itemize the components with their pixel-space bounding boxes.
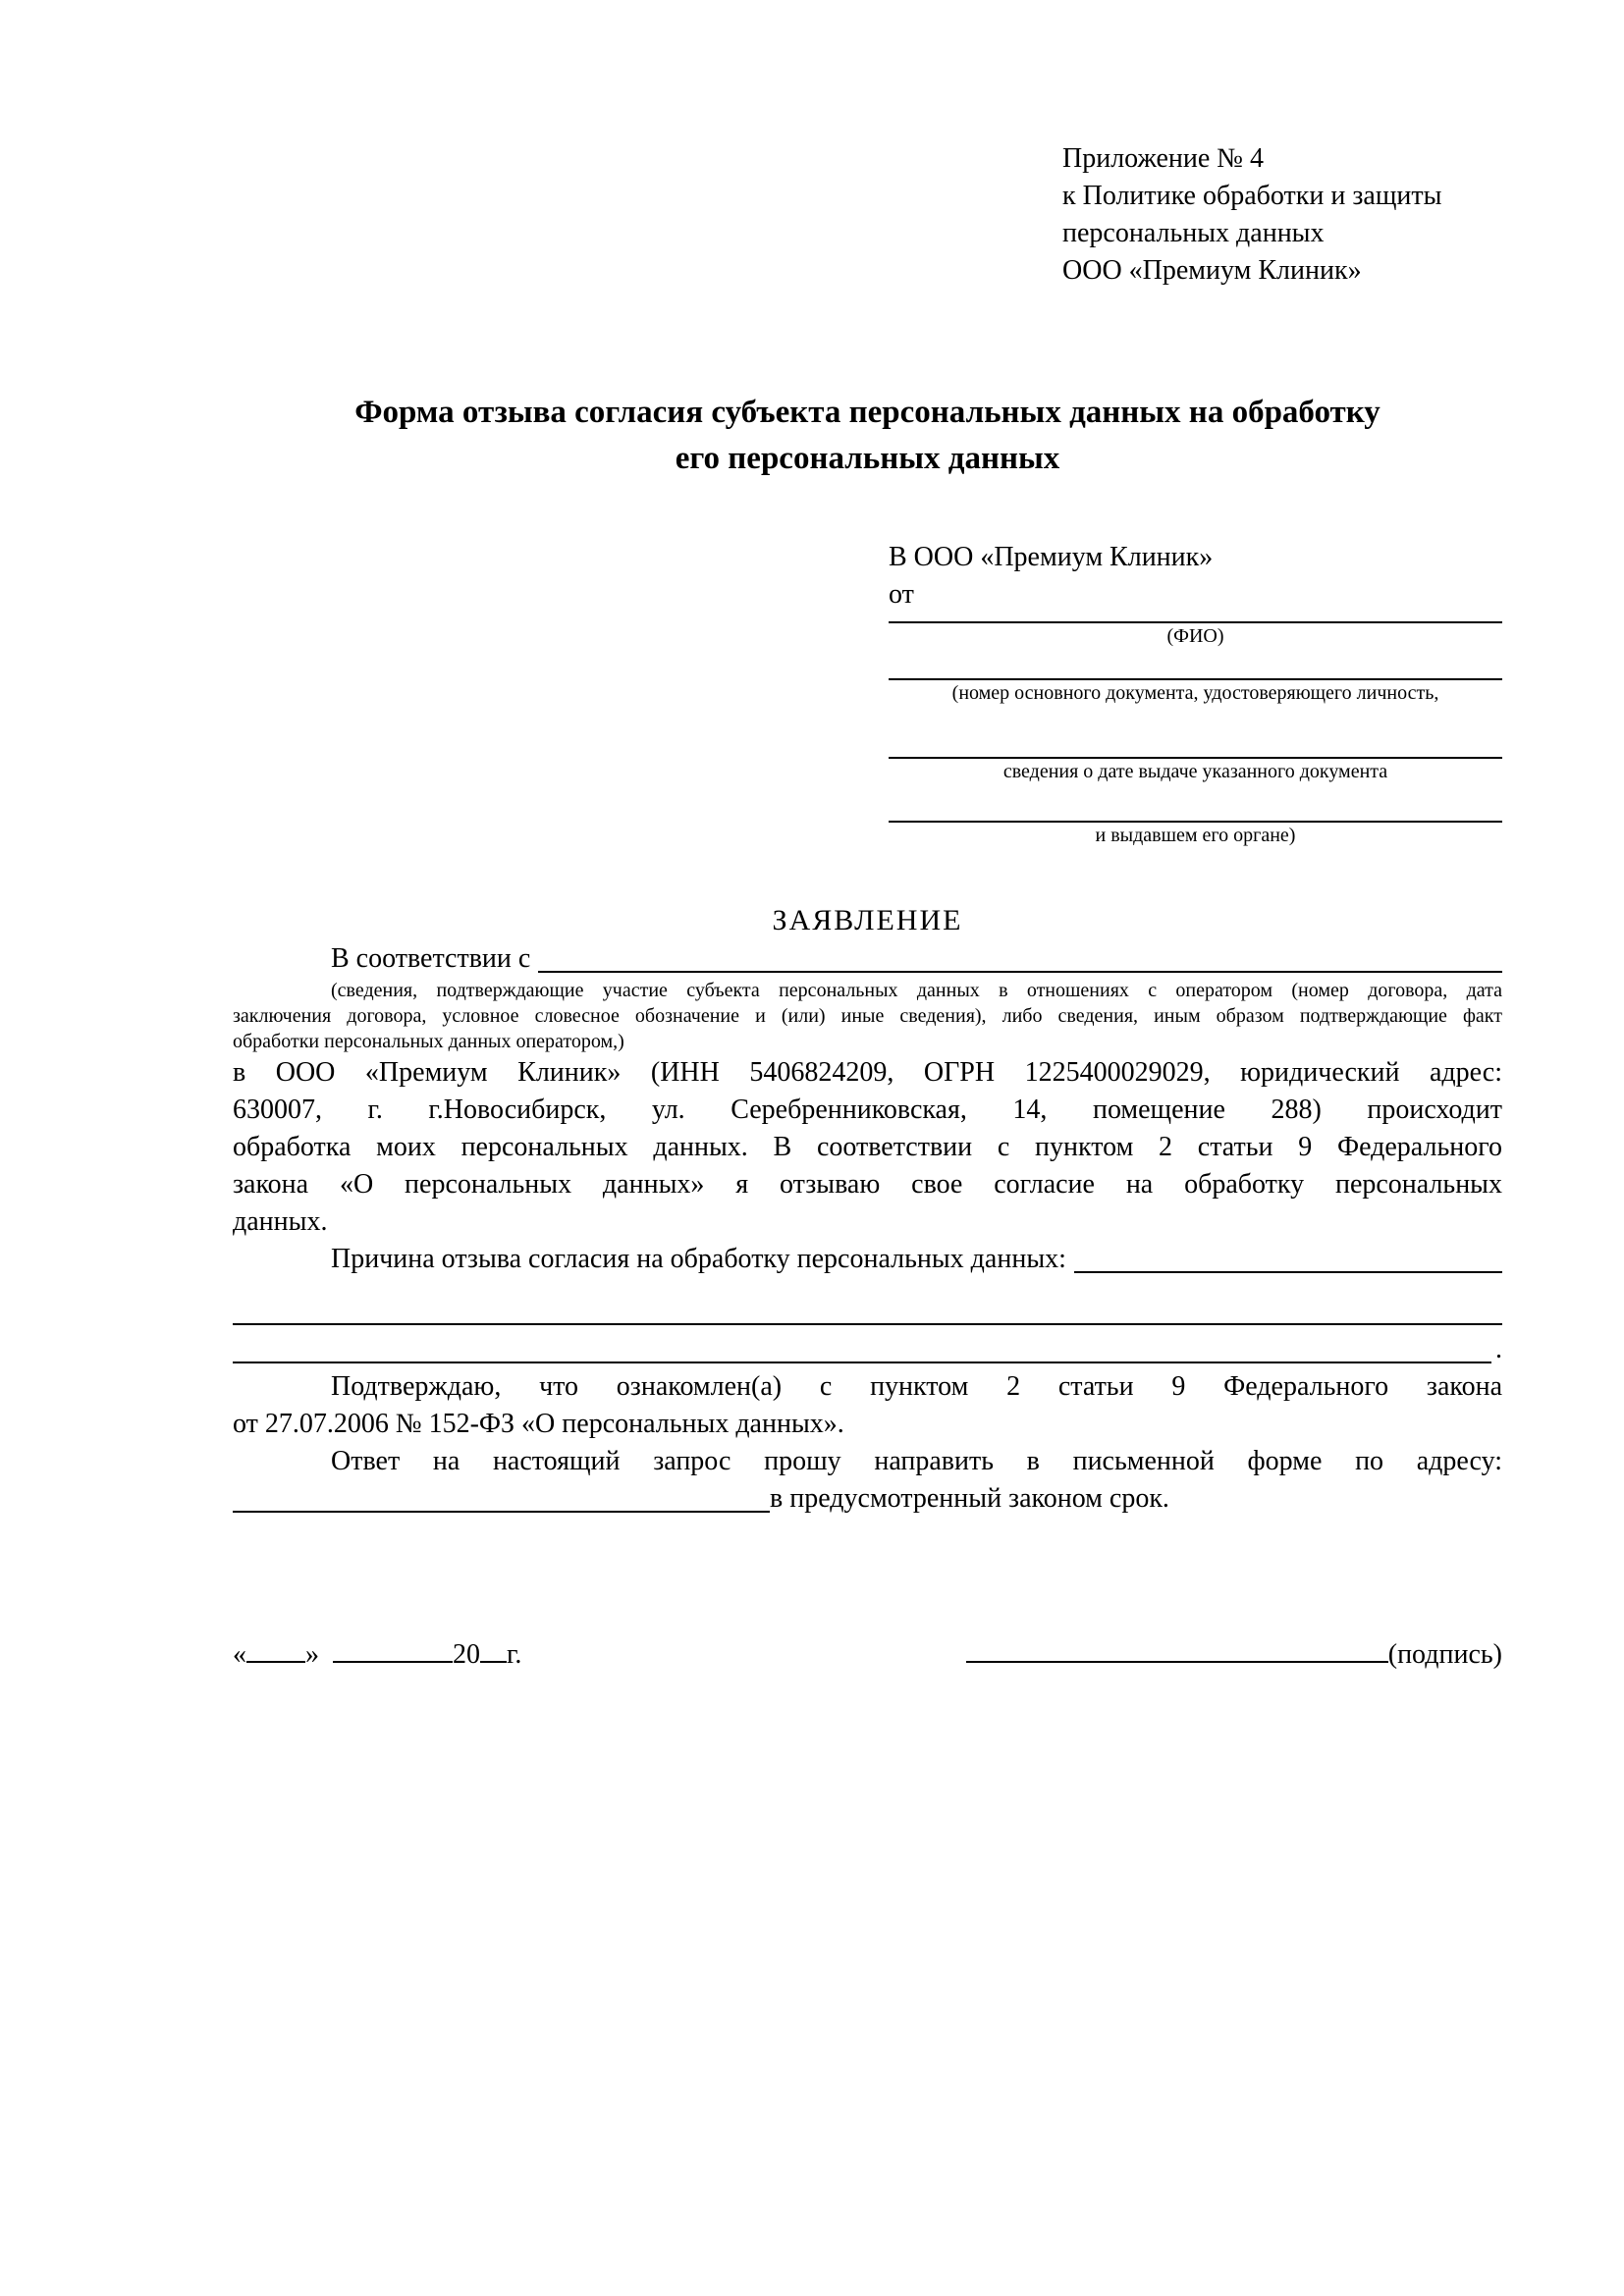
date-year-line[interactable] bbox=[480, 1633, 507, 1663]
date-open-quote: « bbox=[233, 1639, 246, 1670]
note-line-1: (сведения, подтверждающие участие субъекта персональных данных в отношениях с оператором (номер договора, дата bbox=[331, 980, 1502, 1001]
confirm-line-1: Подтверждаю, что ознакомлен(а) с пунктом 2 статьи 9 Федерального закона bbox=[331, 1371, 1502, 1402]
addressee-from: от bbox=[889, 579, 914, 610]
signature-field bbox=[966, 1633, 1502, 1674]
reason-blank-line-2[interactable] bbox=[233, 1362, 1491, 1363]
body-line-4: закона «О персональных данных» я отзываю свое согласие на обработку персональных bbox=[233, 1169, 1502, 1200]
date-day-line[interactable] bbox=[246, 1633, 305, 1663]
header-line-4: ООО «Премиум Клиник» bbox=[1062, 255, 1362, 286]
reason-blank-line-1[interactable] bbox=[233, 1278, 1502, 1325]
body-line-5: данных. bbox=[233, 1206, 328, 1237]
address-field-line[interactable] bbox=[233, 1480, 770, 1513]
note-line-2: заключения договора, условное словесное обозначение и (или) иные сведения), либо сведения, иным образом подтверждающие факт bbox=[233, 1005, 1502, 1027]
addressee-to: В ООО «Премиум Клиник» bbox=[889, 542, 1214, 572]
date-year-suffix: г. bbox=[507, 1639, 522, 1670]
reply-line-1: Ответ на настоящий запрос прошу направить в письменной форме по адресу: bbox=[331, 1446, 1502, 1476]
fio-field-line[interactable] bbox=[889, 614, 1502, 623]
footer-row bbox=[233, 1633, 1502, 1674]
header-line-1: Приложение № 4 bbox=[1062, 143, 1264, 174]
reason-blank-row-2 bbox=[233, 1325, 1502, 1368]
header-note bbox=[1062, 140, 1502, 290]
period-text: . bbox=[1495, 1334, 1502, 1364]
body-line-2: 630007, г. г.Новосибирск, ул. Серебренниковская, 14, помещение 288) происходит bbox=[233, 1095, 1502, 1125]
header-line-2: к Политике обработки и защиты bbox=[1062, 181, 1442, 211]
statement-heading: ЗАЯВЛЕНИЕ bbox=[772, 904, 963, 936]
document-issue-date-caption: сведения о дате выдаче указанного документа bbox=[1002, 761, 1388, 782]
confirm-paragraph bbox=[233, 1368, 1502, 1443]
reply-paragraph bbox=[233, 1443, 1502, 1518]
document-number-field-line[interactable] bbox=[889, 649, 1502, 680]
note-line-3: обработки персональных данных оператором,) bbox=[233, 1031, 624, 1052]
document-title-line-1: Форма отзыва согласия субъекта персональных данных на обработку bbox=[354, 395, 1380, 430]
fio-caption: (ФИО) bbox=[1166, 625, 1224, 647]
body-line-1: в ООО «Премиум Клиник» (ИНН 5406824209, ОГРН 1225400029029, юридический адрес: bbox=[233, 1057, 1502, 1088]
reply-line-2 bbox=[233, 1480, 1502, 1518]
fine-print-note bbox=[233, 978, 1502, 1054]
addressee-block bbox=[889, 539, 1502, 848]
basis-field-line[interactable] bbox=[538, 940, 1502, 973]
signature-line[interactable] bbox=[966, 1633, 1388, 1663]
document-issue-date-field-line[interactable] bbox=[889, 706, 1502, 759]
document-number-caption: (номер основного документа, удостоверяющего личность, bbox=[951, 682, 1439, 704]
document-issuer-caption: и выдавшем его органе) bbox=[1095, 825, 1296, 846]
date-month-line[interactable] bbox=[333, 1633, 453, 1663]
reply-suffix: в предусмотренный законом срок. bbox=[770, 1483, 1169, 1514]
date-field bbox=[233, 1633, 521, 1674]
reason-label: Причина отзыва согласия на обработку персональных данных: bbox=[331, 1244, 1066, 1274]
confirm-line-2: от 27.07.2006 № 152-ФЗ «О персональных данных». bbox=[233, 1409, 844, 1439]
body-line-3: обработка моих персональных данных. В соответствии с пунктом 2 статьи 9 Федерального bbox=[233, 1132, 1502, 1162]
basis-label: В соответствии с bbox=[331, 943, 531, 974]
signature-caption: (подпись) bbox=[1387, 1639, 1502, 1670]
date-close-quote: » bbox=[305, 1639, 319, 1670]
document-issuer-field-line[interactable] bbox=[889, 784, 1502, 823]
basis-row bbox=[233, 940, 1502, 978]
document-title bbox=[233, 390, 1502, 482]
document-title-line-2: его персональных данных bbox=[675, 441, 1060, 476]
reason-row bbox=[233, 1241, 1502, 1278]
body-paragraph bbox=[233, 1054, 1502, 1241]
header-line-3: персональных данных bbox=[1062, 218, 1325, 248]
reason-field-line[interactable] bbox=[1074, 1241, 1502, 1273]
date-year-prefix: 20 bbox=[453, 1639, 480, 1670]
